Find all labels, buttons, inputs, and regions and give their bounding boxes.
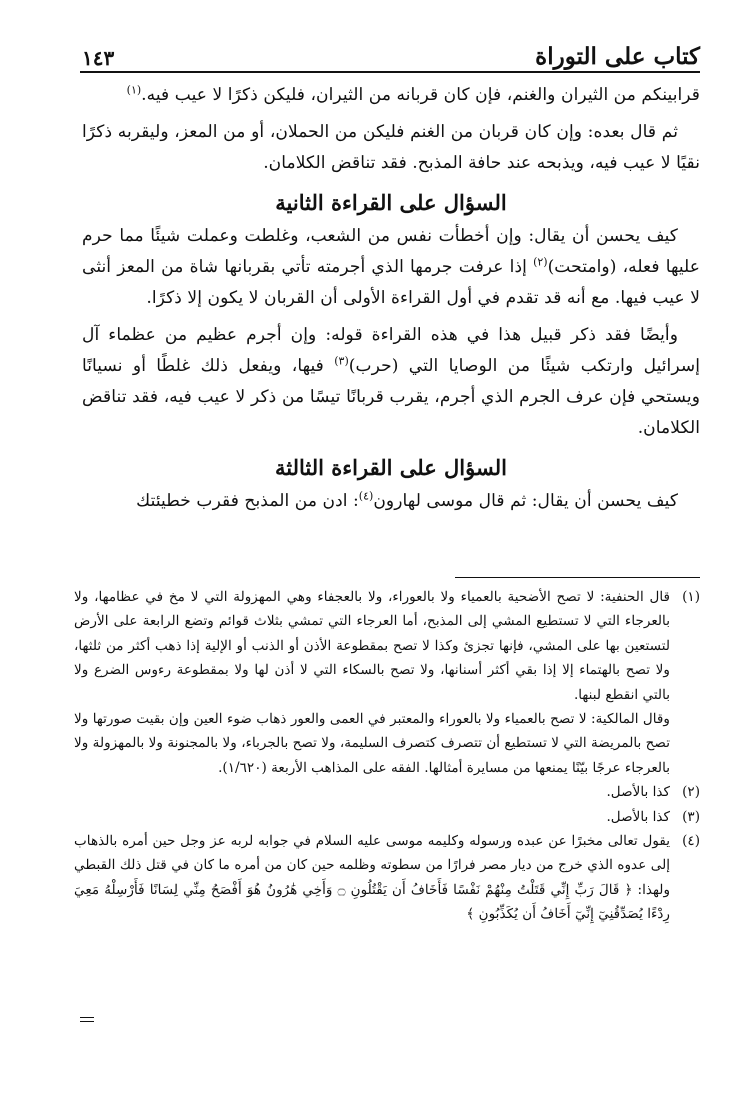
footnote-text: كذا بالأصل. <box>606 808 670 825</box>
footnote <box>74 780 700 804</box>
paragraph: وأيضًا فقد ذكر قبيل هذا في هذه القراءة قوله: وإن أجرم عظيم من عظماء آل إسرائيل وارتكب شيئًا من الوصايا التي (حرب)$^{(٣)}$ فيها، ويفعل ذلك غلطًا أو نسيانًا ويستحي فإن عرف الجرم الذي أجرم، يقرب قربانًا تيسًا من ذكر لا عيب فيه، فقد تناقض الكلامان. <box>82 325 700 438</box>
footnote-text: يقول تعالى مخبرًا عن عبده ورسوله وكليمه موسى عليه السلام في جوابه لربه عز وجل حين أمره بالذهاب إلى عدوه الذي خرج من ديار مصر فرارًا من سطوته وظلمه حين كان من أمره ما كان في قتل ذلك القبطي ولهذا: ﴿ قَالَ رَبِّ إِنِّي قَتَلْتُ مِنْهُمْ نَفْسًا فَأَخَافُ أَن يَقْتُلُونِ ۝ وَأَخِي هَٰرُونُ هُوَ أَفْصَحُ مِنِّي لِسَانًا فَأَرْسِلْهُ مَعِيَ رِدْءًا يُصَدِّقُنِيٓ إِنِّيٓ أَخَافُ أَن يُكَذِّبُونِ ﴾ <box>74 833 671 923</box>
footnote <box>74 829 700 927</box>
footnote-text: وقال المالكية: لا تصح بالعمياء ولا بالعوراء والمعتبر في العمى والعور ذهاب ضوء العين وإن بقيت صورتها ولا تصح بالمريضة التي لا تستطيع أن تتصرف كتصرف السليمة، ولا تصح بالجرباء، ولا بالمجنونة ولا بالمهزولة ولا بالعرجاء عرجًا بيّنًا يمنعها من مسايرة أمثالها. الفقه على المذاهب الأربعة (١/٦٢٠). <box>74 711 670 776</box>
paragraph: كيف يحسن أن يقال: ثم قال موسى لهارون$^{(٤)}$: ادن من المذبح فقرب خطيئتك <box>136 489 678 511</box>
footnote-number: (٢) <box>682 784 700 801</box>
paragraph: ثم قال بعده: وإن كان قربان من الغنم فليكن من الحملان، أو من المعز، وليقربه ذكرًا نقيًا لا عيب فيه، ويذبحه عند حافة المذبح. فقد تناقض الكلامان. <box>82 122 700 173</box>
footnote-text: كذا بالأصل. <box>606 784 670 801</box>
continuation-mark <box>80 1017 94 1018</box>
paragraph: كيف يحسن أن يقال: وإن أخطأت نفس من الشعب، وغلطت وعملت شيئًا مما حرم عليها فعله، (وامتحت)$^{(٢)}$ إذا عرفت جرمها الذي أجرمته تأتي بقربانها شاة من المعز أنثى لا عيب فيها. مع أنه قد تقدم في أول القراءة الأولى أن القربان لا يكون إلا ذكرًا. <box>82 226 701 308</box>
footnote-separator <box>455 577 700 578</box>
honorific-mark: عليه السلام <box>315 833 382 850</box>
footnote-text: قال الحنفية: لا تصح الأضحية بالعمياء ولا بالعوراء، ولا بالعجفاء وهي المهزولة التي لا مخ في عظامها، ولا بالعرجاء التي لا تستطيع المشي إلى المذبح، أما العرجاء التي تمشي بثلاث قوائم وتضع الرابعة على الأرض لتستعين بها على المشي، فإنها تجزئ وكذا لا تصح بمقطوعة الأذن أو الذنب أو الإلية إذا ذهب أكثر من ثلثها، ولا تصح بالهتماء إلا إذا بقي أكثر أسنانها، ولا تصح بالسكاء التي لا أذن لها ولا بمقطوعة رءوس الضرع ولا بالتي انقطع لبنها. <box>74 589 670 703</box>
book-title: كتاب على التوراة <box>535 43 700 70</box>
footnote-number: (٤) <box>682 833 700 850</box>
footnote <box>74 585 700 780</box>
header-rule <box>80 71 700 73</box>
footnote-number: (٣) <box>682 808 700 825</box>
footnote-number: (١) <box>682 589 700 605</box>
paragraph: قرابينكم من الثيران والغنم، فإن كان قربانه من الثيران، فليكن ذكرًا لا عيب فيه.$^{(١)}$ <box>126 83 700 105</box>
footnote-ref[interactable]: (٤) <box>358 489 374 503</box>
section-heading: السؤال على القراءة الثانية <box>275 190 507 215</box>
page-number: ١٤٣ <box>82 46 115 70</box>
verse-end-icon: ۝ <box>337 881 346 898</box>
footnote <box>74 805 700 829</box>
running-head <box>82 36 700 70</box>
footnote-ref[interactable]: (١) <box>126 83 142 97</box>
footnote-ref[interactable]: (٢) <box>533 255 548 269</box>
section-heading: السؤال على القراءة الثالثة <box>275 455 507 480</box>
footnotes <box>74 585 700 927</box>
main-text <box>82 80 700 523</box>
footnote-ref[interactable]: (٣) <box>334 354 349 368</box>
